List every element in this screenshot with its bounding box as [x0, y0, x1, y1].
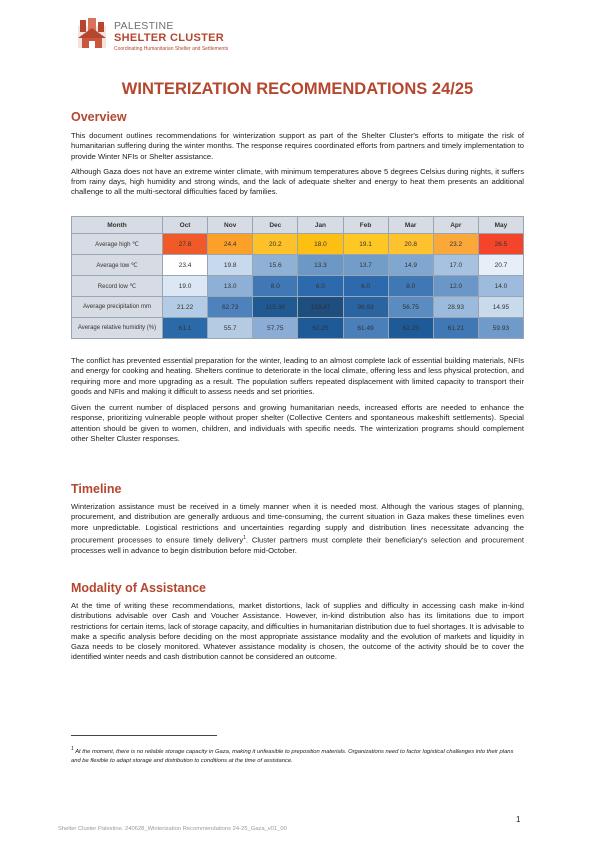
timeline-heading: Timeline: [71, 482, 122, 496]
table-cell: 24.4: [208, 234, 253, 255]
table-cell: 62.25: [298, 318, 343, 339]
table-cell: 56.75: [388, 297, 433, 318]
table-cell: 18.0: [298, 234, 343, 255]
table-cell: 55.7: [208, 318, 253, 339]
overview-paragraph-3: The conflict has prevented essential preparation for the winter, leading to an almost complete lack of essential building materials, NFIs and energy for cooking and heating. Shelters continue to deteriorate in the local climate, offering less and less physical protection, and requiring more and more upgrading as a result. The population suffers repeated displacement with limited capacity to transport their goods and NFIs and making it difficult to assess needs and set priorities.: [71, 356, 524, 396]
overview-section: [71, 110, 524, 198]
table-cell: 61.1: [163, 318, 208, 339]
document-title: WINTERIZATION RECOMMENDATIONS 24/25: [121, 80, 474, 98]
table-cell: 62.73: [208, 297, 253, 318]
row-label: Average relative humidity (%): [72, 318, 163, 339]
table-cell: 19.1: [343, 234, 388, 255]
column-header-dec: Dec: [253, 217, 298, 234]
row-label: Record low ℃: [72, 276, 163, 297]
table-row: [72, 255, 524, 276]
table-row: [72, 234, 524, 255]
column-header-feb: Feb: [343, 217, 388, 234]
table-cell: 23.2: [433, 234, 478, 255]
table-cell: 13.7: [343, 255, 388, 276]
timeline-section: [71, 482, 524, 556]
table-cell: 12.0: [433, 276, 478, 297]
column-header-may: May: [478, 217, 523, 234]
table-cell: 27.8: [163, 234, 208, 255]
row-label: Average low ℃: [72, 255, 163, 276]
climate-table-container: [71, 216, 524, 339]
timeline-text-a: Winterization assistance must be received in a timely manner when it is needed most. Although the various stages of planning, procurement, and distribution are generally arduous and time-consuming, the current situation in Gaza makes these timelines even more unpredictable. Logistical restrictions and uncertainties regarding supply and distribution lines necessitate advancing the procurement processes to ensure timely delivery: [71, 502, 524, 545]
logo-line1: PALESTINE: [114, 20, 174, 32]
footnote-ref[interactable]: 1: [243, 534, 246, 541]
column-header-mar: Mar: [388, 217, 433, 234]
shelter-cluster-logo: [74, 16, 254, 58]
table-cell: 14.95: [478, 297, 523, 318]
modality-section: [71, 581, 524, 663]
table-cell: 19.0: [163, 276, 208, 297]
table-cell: 28.93: [433, 297, 478, 318]
column-header-oct: Oct: [163, 217, 208, 234]
table-row: [72, 318, 524, 339]
logo-line2: SHELTER CLUSTER: [114, 32, 225, 44]
modality-heading: Modality of Assistance: [71, 581, 206, 595]
table-cell: 19.8: [208, 255, 253, 276]
overview-heading: Overview: [71, 110, 127, 124]
overview-continued: [71, 356, 524, 444]
table-cell: 17.0: [433, 255, 478, 276]
climate-table-header: [72, 217, 524, 234]
table-cell: 14.0: [478, 276, 523, 297]
row-label: Average high ℃: [72, 234, 163, 255]
table-cell: 61.49: [343, 318, 388, 339]
table-row: [72, 297, 524, 318]
table-cell: 61.21: [433, 318, 478, 339]
table-cell: 115.36: [253, 297, 298, 318]
table-cell: 98.93: [343, 297, 388, 318]
table-cell: 21.22: [163, 297, 208, 318]
shelter-cluster-logo-icon: [74, 16, 110, 52]
modality-paragraph: At the time of writing these recommendations, market distortions, lack of supplies and difficulty in accessing cash make in-kind distributions advisable over Cash and Voucher Assistance. However, in-kind distribution also has its limitations due to import restrictions for certain items, lack of storage capacity, and difficulties in humanitarian distribution due to fuel shortages. It is advisable to make a specific analysis before deciding on the most appropriate assistance modality and the evolution of markets and liquidity in Gaza needs to be closely monitored. Whatever assistance modality is chosen, the outcome of the activity should be to cover the identified winter needs and cash distribution cannot be considered an outcome.: [71, 601, 524, 662]
row-label: Average precipitation mm: [72, 297, 163, 318]
table-cell: 59.93: [478, 318, 523, 339]
table-cell: 13.3: [298, 255, 343, 276]
timeline-text-b: . Cluster partners must complete their beneficiary's selection and procurement processes well in advance to begin distribution before mid-October.: [71, 535, 524, 555]
overview-paragraph-4: Given the current number of displaced persons and growing humanitarian needs, increased efforts are needed to enhance the response, prioritizing vulnerable people without proper shelter (Collective Centers and spontaneous makeshift settlements). Special attention should be given to women, children, and individuals with specific needs. The winterization programs should complement other Shelter Cluster responses.: [71, 403, 524, 444]
table-cell: 62.25: [388, 318, 433, 339]
table-cell: 23.4: [163, 255, 208, 276]
table-cell: 128.47: [298, 297, 343, 318]
table-cell: 20.8: [388, 234, 433, 255]
table-cell: 6.0: [343, 276, 388, 297]
climate-table: [71, 216, 524, 339]
column-header-jan: Jan: [298, 217, 343, 234]
page-number: 1: [516, 815, 521, 824]
logo-tagline: Coordinating Humanitarian Shelter and Settlements: [114, 46, 229, 52]
column-header-month: Month: [72, 217, 163, 234]
climate-table-body: [72, 234, 524, 339]
table-cell: 57.75: [253, 318, 298, 339]
overview-paragraph-1: This document outlines recommendations for winterization support as part of the Shelter Cluster's efforts to mitigate the risk of humanitarian suffering during the winter months. The response requires coordinated efforts from partners and timely implementation to provide Winter NFIs or Shelter assistance.: [71, 131, 524, 161]
table-cell: 20.2: [253, 234, 298, 255]
table-cell: 20.7: [478, 255, 523, 276]
column-header-apr: Apr: [433, 217, 478, 234]
table-cell: 26.5: [478, 234, 523, 255]
table-row: [72, 276, 524, 297]
footnote-divider: [71, 735, 217, 736]
footnote: [71, 745, 524, 766]
overview-paragraph-2: Although Gaza does not have an extreme winter climate, with minimum temperatures above 5 degrees Celsius during nights, it suffers from rainy days, high humidity and strong winds, and the lack of adequate shelter and energy to heat them presents an additional challenge to all the multi-sectoral difficulties faced by families.: [71, 166, 524, 197]
table-cell: 15.6: [253, 255, 298, 276]
footnote-number: 1: [71, 746, 74, 752]
column-header-nov: Nov: [208, 217, 253, 234]
timeline-paragraph: [71, 502, 524, 556]
table-cell: 13.0: [208, 276, 253, 297]
page-footer: Shelter Cluster Palestine. 240628_Winterization Recommendations 24-25_Gaza_v01_00: [58, 826, 287, 832]
table-cell: 8.0: [388, 276, 433, 297]
table-cell: 14.9: [388, 255, 433, 276]
table-cell: 8.0: [253, 276, 298, 297]
footnote-text: At the moment, there is no reliable storage capacity in Gaza, making it unfeasible to preposition materials. Organizations need to factor logistical challenges into their plans and be flexible to adapt storage and distribution to conditions at the time of assistance.: [71, 748, 514, 764]
table-cell: 6.0: [298, 276, 343, 297]
